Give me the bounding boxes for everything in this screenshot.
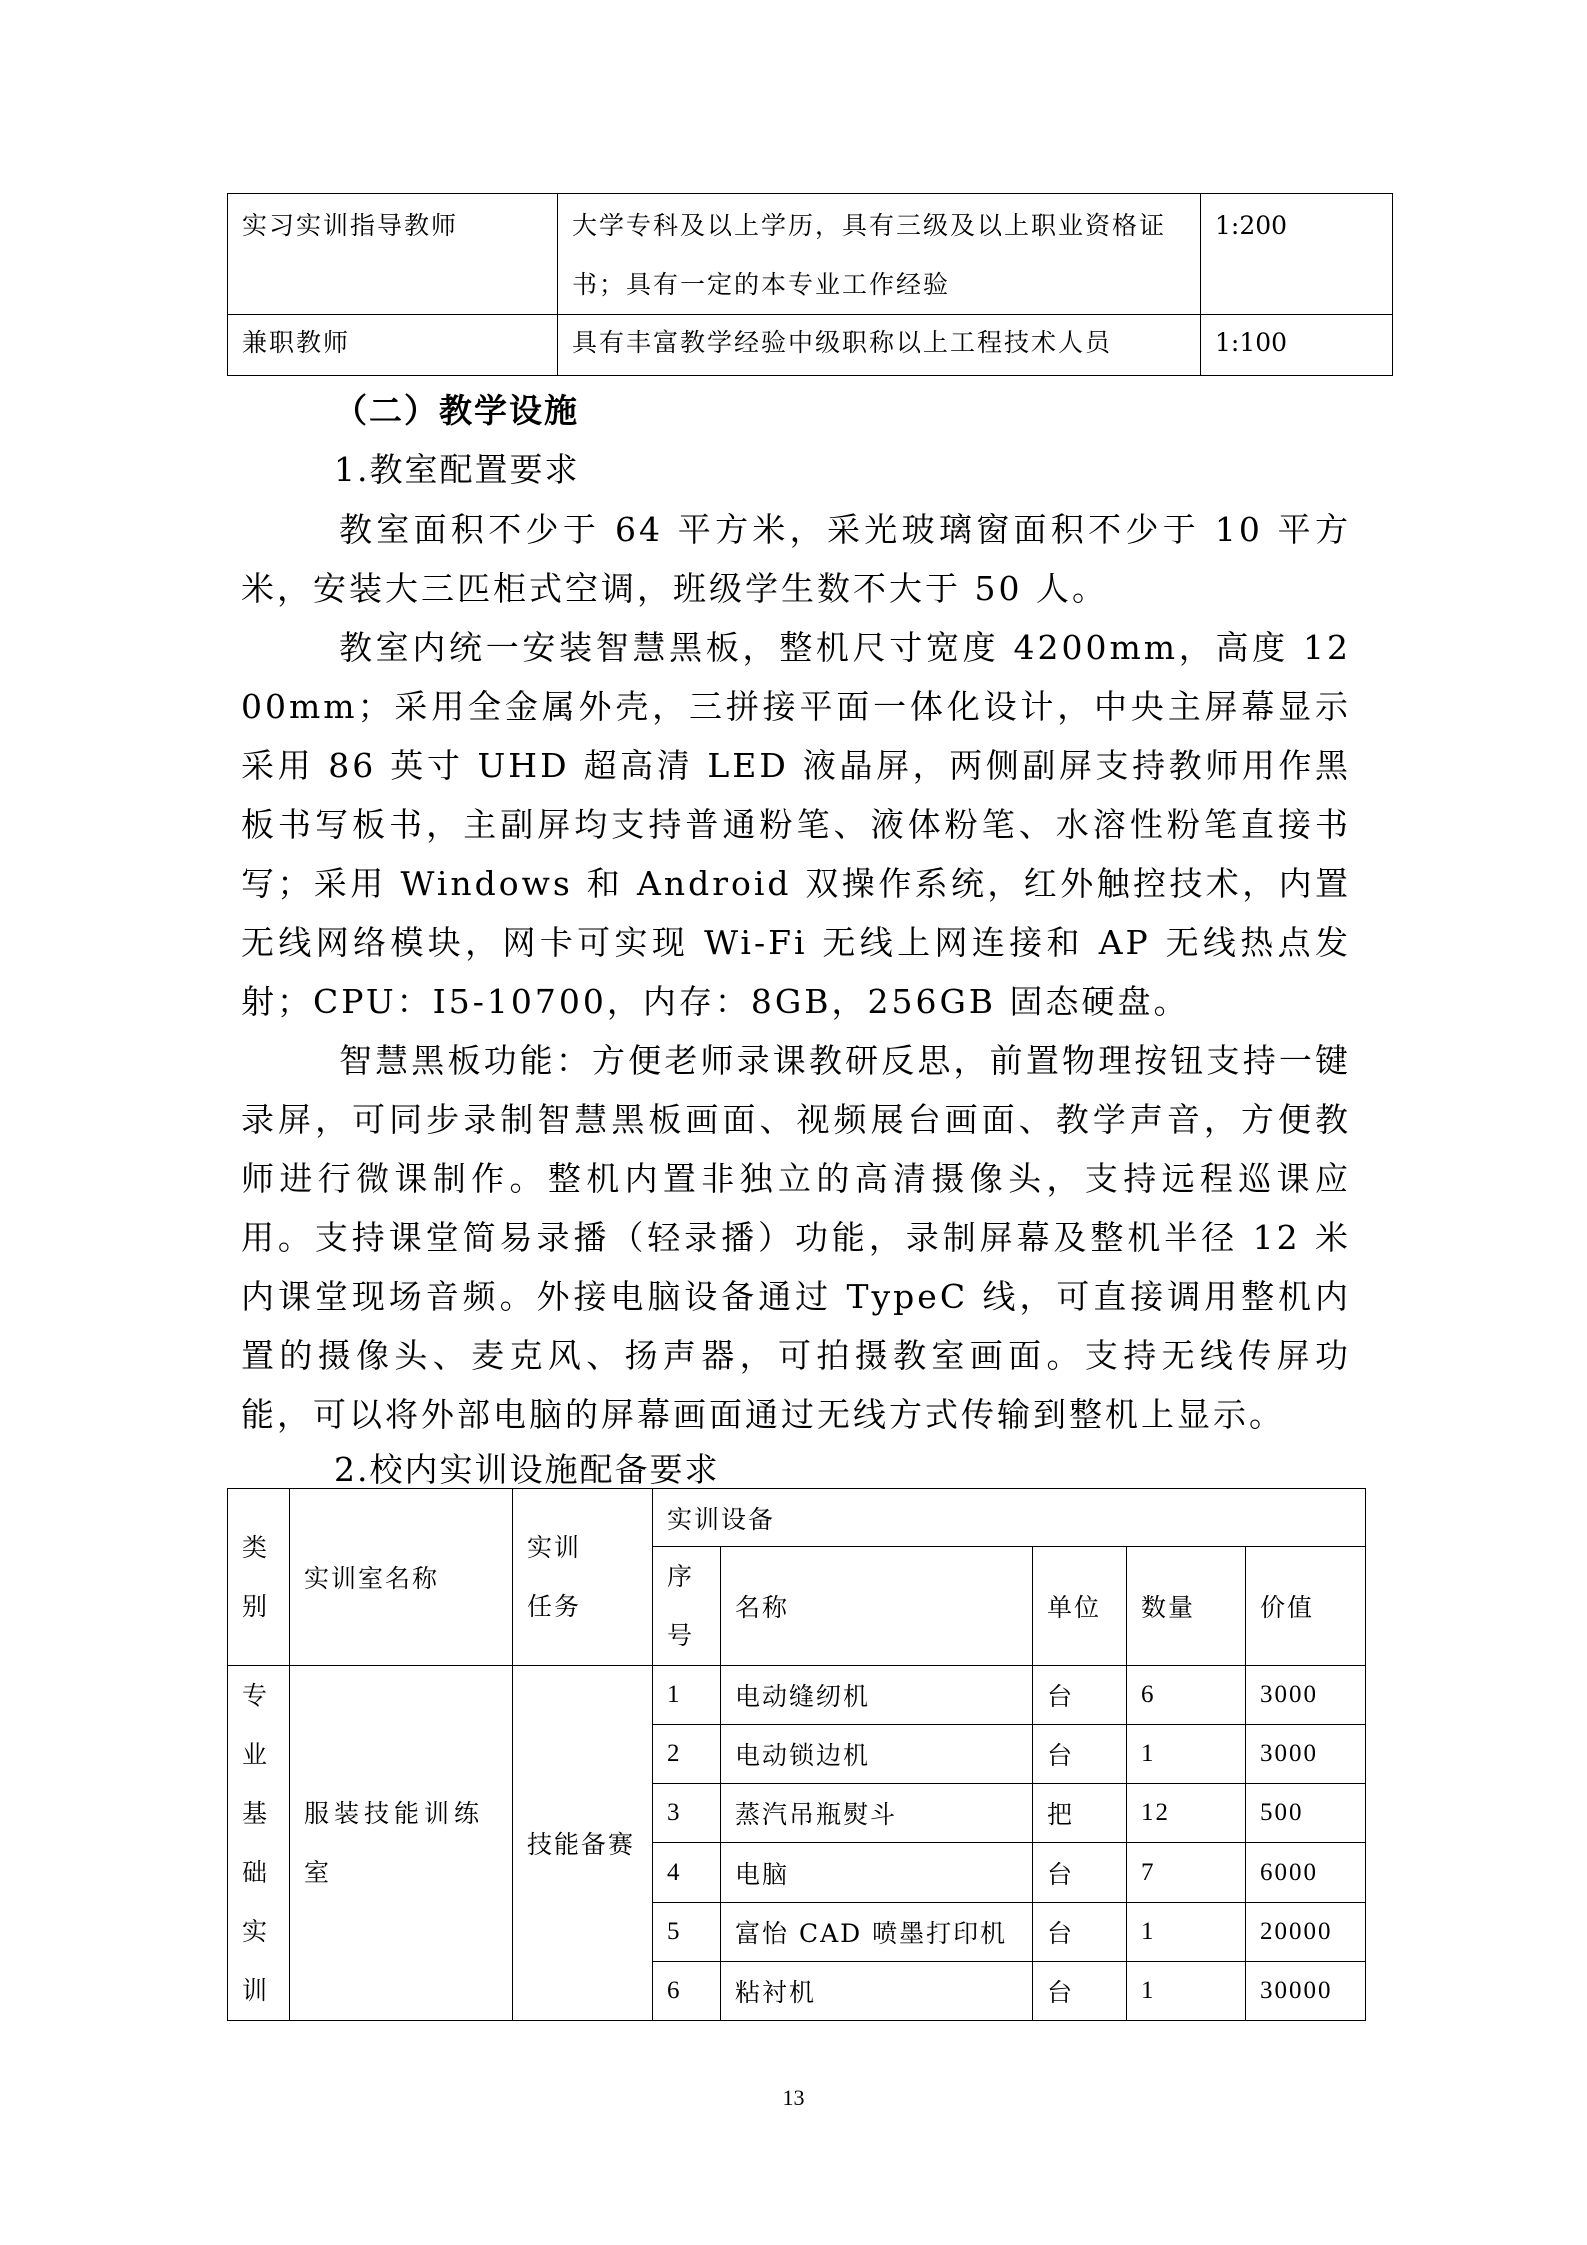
seq-cell: 1 [653,1666,721,1725]
header-unit: 单位 [1033,1547,1127,1666]
facility-table [227,1488,1366,2021]
subheading-training-facilities: 2.校内实训设施配备要求 [334,1450,720,1489]
category-cell: 专 业 基 础 实 训 [228,1666,290,2021]
seq-cell: 3 [653,1784,721,1843]
qty-cell: 1 [1127,1902,1246,1961]
name-cell: 电动缝纫机 [721,1666,1033,1725]
section-heading: （二）教学设施 [334,391,579,430]
name-cell: 蒸汽吊瓶熨斗 [721,1784,1033,1843]
header-price: 价值 [1246,1547,1366,1666]
name-cell: 电脑 [721,1843,1033,1902]
requirement-cell: 具有丰富教学经验中级职称以上工程技术人员 [558,315,1201,376]
header-seq: 序 号 [653,1547,721,1666]
price-cell: 3000 [1246,1725,1366,1784]
unit-cell: 台 [1033,1725,1127,1784]
header-room-name: 实训室名称 [290,1489,513,1666]
header-category: 类 别 [228,1489,290,1666]
paragraph-classroom-area: 教室面积不少于 64 平方米，采光玻璃窗面积不少于 10 平方米，安装大三匹柜式空调，班级学生数不大于 50 人。 [241,510,1351,608]
table-header-row [228,1489,1366,1547]
role-cell: 兼职教师 [228,315,558,376]
seq-cell: 4 [653,1843,721,1902]
staff-table [227,193,1393,376]
role-cell: 实习实训指导教师 [228,194,558,315]
name-cell: 富怡 CAD 喷墨打印机 [721,1902,1033,1961]
paragraph-smart-board-functions: 智慧黑板功能：方便老师录课教研反思，前置物理按钮支持一键录屏，可同步录制智慧黑板画面、视频展台画面、教学声音，方便教师进行微课制作。整机内置非独立的高清摄像头，支持远程巡课应用。支持课堂简易录播（轻录播）功能，录制屏幕及整机半径 12 米内课堂现场音频。外接电脑设备通过 TypeC 线，可直接调用整机内置的摄像头、麦克风、扬声器，可拍摄教室画面。支持无线传屏功能，可以将外部电脑的屏幕画面通过无线方式传输到整机上显示。 [241,1041,1351,1434]
unit-cell: 台 [1033,1961,1127,2020]
table-row [228,1666,1366,1725]
table-row [228,315,1393,376]
task-cell: 技能备赛 [513,1666,653,2021]
price-cell: 20000 [1246,1902,1366,1961]
unit-cell: 台 [1033,1843,1127,1902]
qty-cell: 7 [1127,1843,1246,1902]
ratio-cell: 1:100 [1201,315,1393,376]
unit-cell: 把 [1033,1784,1127,1843]
qty-cell: 1 [1127,1961,1246,2020]
room-name-cell: 服装技能训练 室 [290,1666,513,2021]
seq-cell: 5 [653,1902,721,1961]
qty-cell: 1 [1127,1725,1246,1784]
page-number: 13 [782,2085,805,2110]
price-cell: 3000 [1246,1666,1366,1725]
header-name: 名称 [721,1547,1033,1666]
qty-cell: 12 [1127,1784,1246,1843]
price-cell: 500 [1246,1784,1366,1843]
subheading-classroom: 1.教室配置要求 [334,450,580,489]
paragraph-smart-board: 教室内统一安装智慧黑板，整机尺寸宽度 4200mm，高度 1200mm；采用全金属外壳，三拼接平面一体化设计，中央主屏幕显示采用 86 英寸 UHD 超高清 LED 液晶屏，两侧副屏支持教师用作黑板书写板书，主副屏均支持普通粉笔、液体粉笔、水溶性粉笔直接书写；采用 Windows 和 Android 双操作系统，红外触控技术，内置无线网络模块，网卡可实现 Wi-Fi 无线上网连接和 AP 无线热点发射；CPU：I5-10700，内存：8GB，256GB 固态硬盘。 [241,628,1351,1021]
header-task: 实训 任务 [513,1489,653,1666]
unit-cell: 台 [1033,1902,1127,1961]
seq-cell: 6 [653,1961,721,2020]
seq-cell: 2 [653,1725,721,1784]
header-equipment: 实训设备 [653,1489,1366,1547]
price-cell: 6000 [1246,1843,1366,1902]
header-qty: 数量 [1127,1547,1246,1666]
qty-cell: 6 [1127,1666,1246,1725]
ratio-cell: 1:200 [1201,194,1393,315]
table-row [228,194,1393,315]
name-cell: 电动锁边机 [721,1725,1033,1784]
price-cell: 30000 [1246,1961,1366,2020]
name-cell: 粘衬机 [721,1961,1033,2020]
requirement-cell: 大学专科及以上学历，具有三级及以上职业资格证书；具有一定的本专业工作经验 [558,194,1201,315]
unit-cell: 台 [1033,1666,1127,1725]
